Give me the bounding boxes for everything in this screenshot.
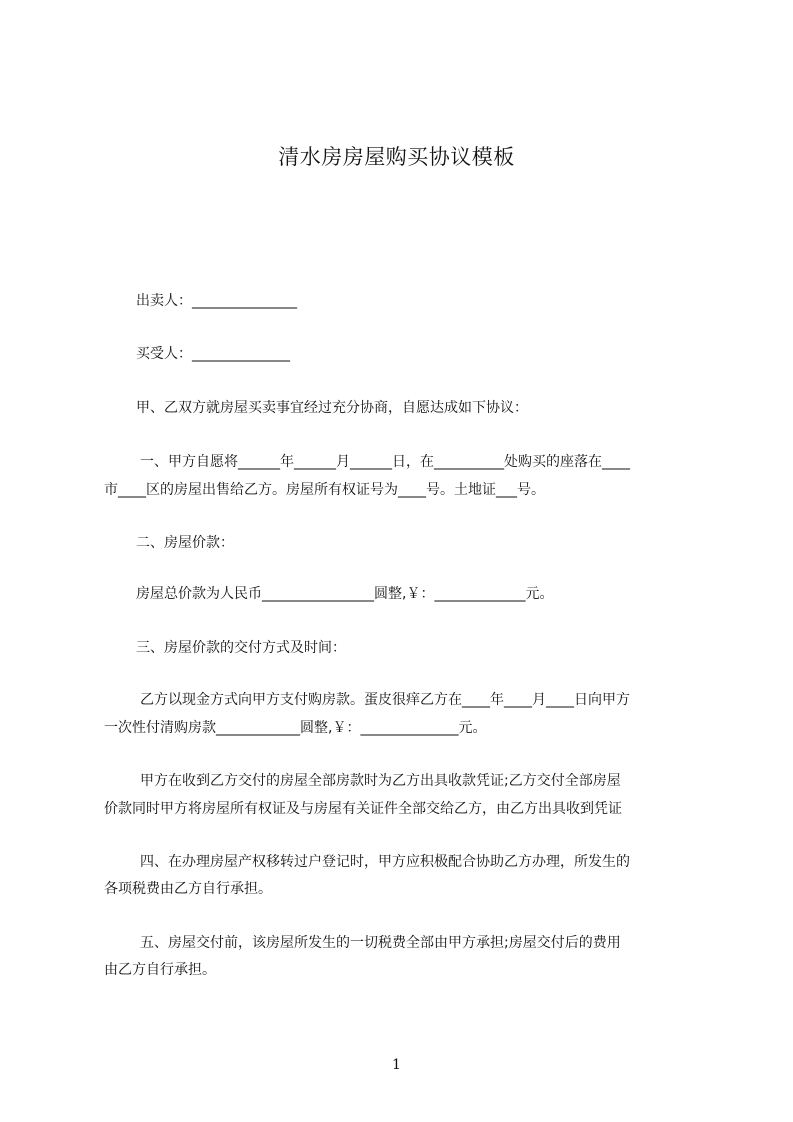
clause4-line1: 四、在办理房屋产权移转过户登记时，甲方应积极配合协助乙方办理，所发生的 xyxy=(140,854,630,870)
seller-line: 出卖人：_______________ xyxy=(136,293,297,309)
clause1-line2: 市____区的房屋出售给乙方。房屋所有权证号为____号。土地证___号。 xyxy=(104,482,545,498)
clause3-heading: 三、房屋价款的交付方式及时间： xyxy=(136,640,346,656)
clause1-line1: 一、甲方自愿将______年______月______日，在__________处购买的座落在____ xyxy=(140,454,630,470)
clause4-line2: 各项税费由乙方自行承担。 xyxy=(104,881,272,897)
intro-paragraph: 甲、乙双方就房屋买卖事宜经过充分协商，自愿达成如下协议： xyxy=(136,400,528,416)
document-title: 清水房房屋购买协议模板 xyxy=(278,145,515,169)
page-number: 1 xyxy=(392,1057,401,1073)
clause3-line1: 乙方以现金方式向甲方支付购房款。蛋皮很痒乙方在____年____月____日向甲方 xyxy=(140,692,630,708)
clause3b-line1: 甲方在收到乙方交付的房屋全部房款时为乙方出具收款凭证;乙方交付全部房屋 xyxy=(140,773,621,789)
clause3-line2: 一次性付清购房款____________圆整,￥：______________元。 xyxy=(104,720,487,736)
clause5-line1: 五、房屋交付前，该房屋所发生的一切税费全部由甲方承担;房屋交付后的费用 xyxy=(140,935,621,951)
clause3b-line2: 价款同时甲方将房屋所有权证及与房屋有关证件全部交给乙方，由乙方出具收到凭证 xyxy=(104,801,622,817)
clause2-body: 房屋总价款为人民币________________圆整,￥：_____________元。 xyxy=(136,586,554,602)
clause2-heading: 二、房屋价款： xyxy=(136,535,234,551)
clause5-line2: 由乙方自行承担。 xyxy=(104,962,216,978)
buyer-line: 买受人：______________ xyxy=(136,346,290,362)
